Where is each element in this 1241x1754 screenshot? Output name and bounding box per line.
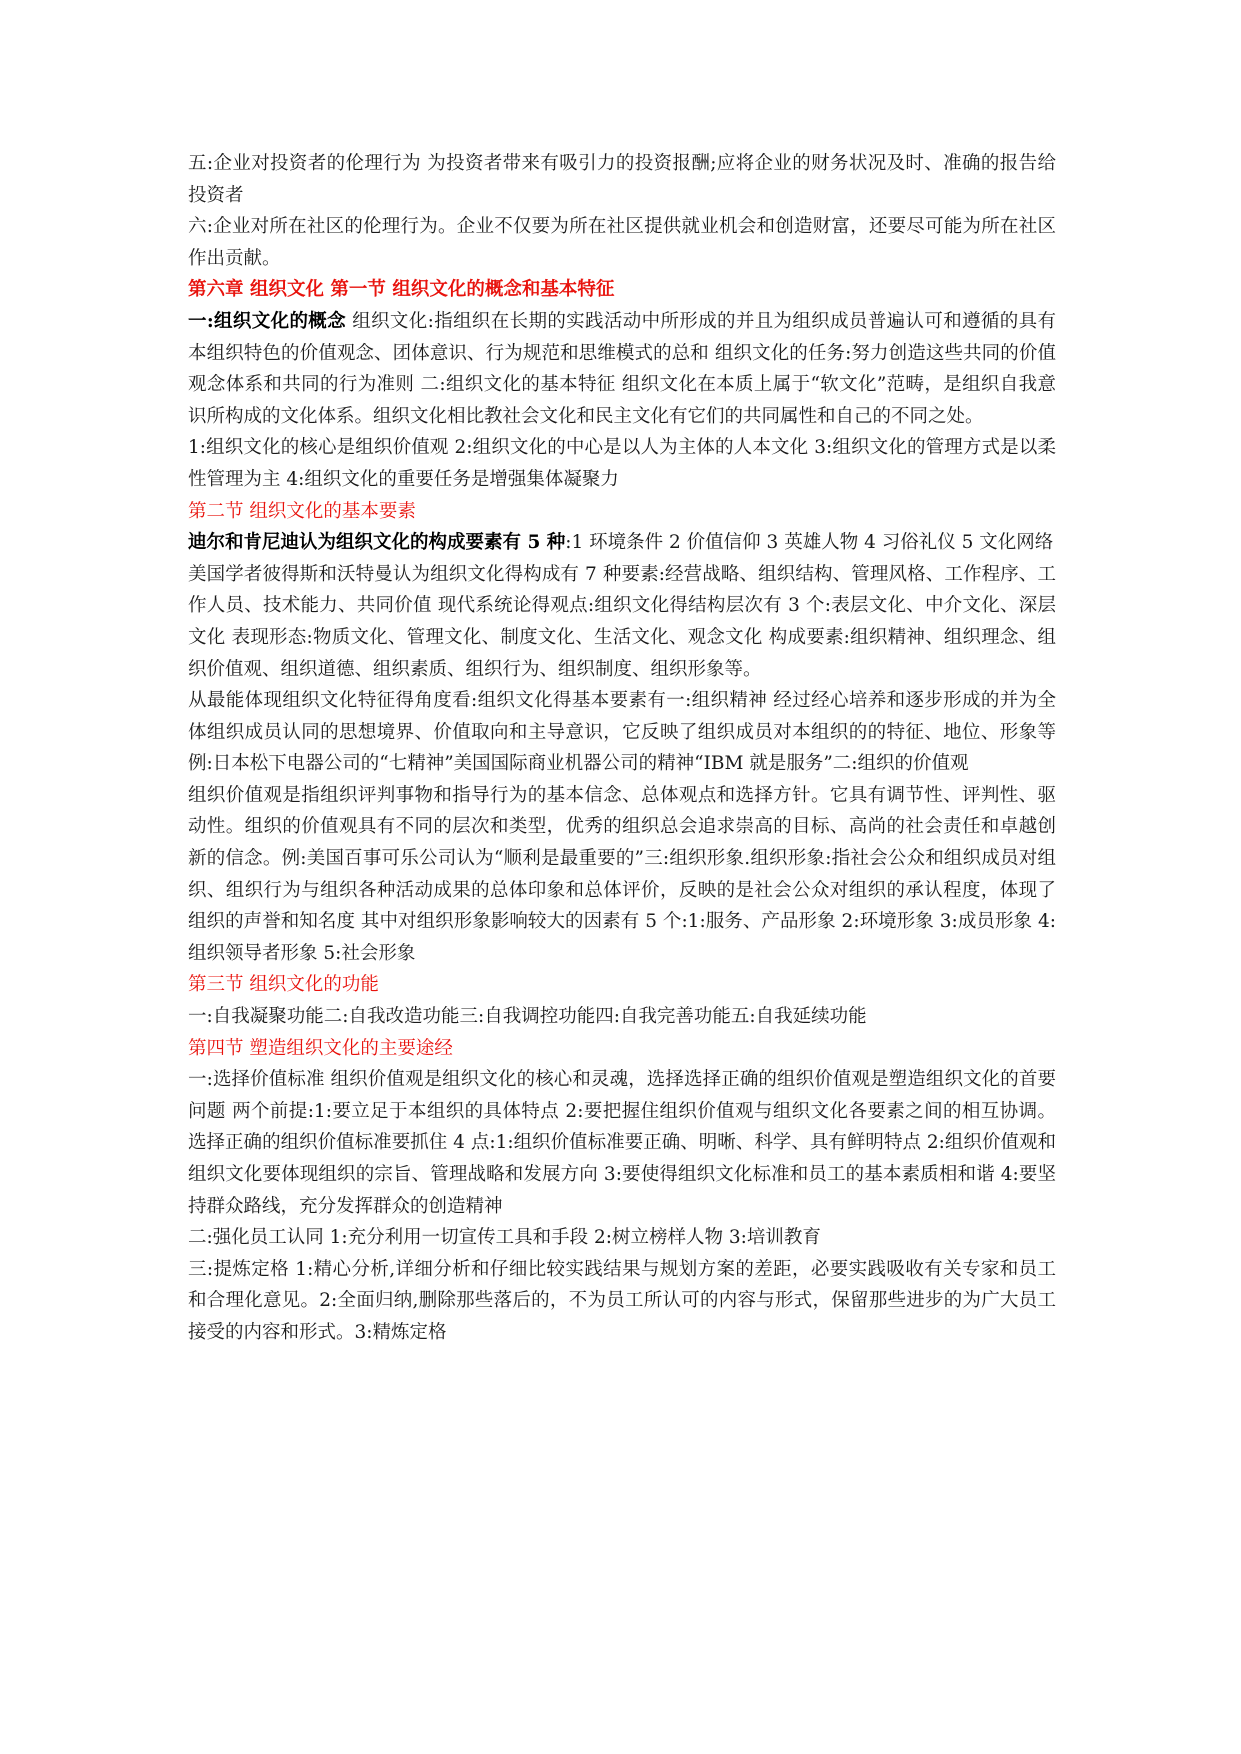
paragraph-strengthen-identity: 二:强化员工认同 1:充分利用一切宣传工具和手段 2:树立榜样人物 3:培训教育 xyxy=(188,1227,821,1249)
paragraph-culture-functions: 一:自我凝聚功能二:自我改造功能三:自我调控功能四:自我完善功能五:自我延续功能 xyxy=(188,1006,867,1028)
paragraph-culture-concept xyxy=(188,306,1056,432)
document-body xyxy=(188,148,1056,1349)
paragraph-refine-finalize: 三:提炼定格 1:精心分析,详细分析和仔细比较实践结果与规划方案的差距，必要实践吸收有关专家和员工和合理化意见。2:全面归纳,删除那些落后的，不为员工所认可的内容与形式，保留那些进步的为广大员工接受的内容和形式。3:精炼定格 xyxy=(188,1258,1056,1343)
chapter-6-heading: 第六章 组织文化 第一节 组织文化的概念和基本特征 xyxy=(188,279,615,301)
deal-kennedy-text: :1 环境条件 2 价值信仰 3 英雄人物 4 习俗礼仪 5 文化网络 xyxy=(565,532,1054,554)
paragraph-investor-ethics: 五:企业对投资者的伦理行为 为投资者带来有吸引力的投资报酬;应将企业的财务状况及时、准确的报告给投资者 xyxy=(188,153,1056,206)
section-2-heading: 第二节 组织文化的基本要素 xyxy=(188,500,416,522)
culture-concept-text: 组织文化:指组织在长期的实践活动中所形成的并且为组织成员普遍认可和遵循的具有本组织特色的价值观念、团体意识、行为规范和思维模式的总和 组织文化的任务:努力创造这些共同的价值观念体系和共同的行为准则 二:组织文化的基本特征 组织文化在本质上属于“软文化”范畴，是组织自我意识所构成的文化体系。组织文化相比教社会文化和民主文化有它们的共同属性和自己的不同之处。 xyxy=(188,310,1056,427)
culture-concept-label: 一:组织文化的概念 xyxy=(188,310,346,332)
deal-kennedy-label: 迪尔和肯尼迪认为组织文化的构成要素有 5 种 xyxy=(188,532,566,554)
section-3-heading: 第三节 组织文化的功能 xyxy=(188,974,379,996)
paragraph-peters-waterman: 美国学者彼得斯和沃特曼认为组织文化得构成有 7 种要素:经营战略、组织结构、管理风格、工作程序、工作人员、技术能力、共同价值 现代系统论得观点:组织文化得结构层次有 3 个:表层文化、中介文化、深层文化 表现形态:物质文化、管理文化、制度文化、生活文化、观念文化 构成要素:组织精神、组织理念、组织价值观、组织道德、组织素质、组织行为、组织制度、组织形象等。 xyxy=(188,563,1056,680)
paragraph-culture-features: 1:组织文化的核心是组织价值观 2:组织文化的中心是以人为主体的人本文化 3:组织文化的管理方式是以柔性管理为主 4:组织文化的重要任务是增强集体凝聚力 xyxy=(188,437,1056,490)
paragraph-organization-spirit: 从最能体现组织文化特征得角度看:组织文化得基本要素有一:组织精神 经过经心培养和逐步形成的并为全体组织成员认同的思想境界、价值取向和主导意识，它反映了组织成员对本组织的的特征、地位、形象等 例:日本松下电器公司的“七精神”美国国际商业机器公司的精神“IBM 就是服务”二:组织的价值观 xyxy=(188,690,1056,775)
paragraph-deal-kennedy xyxy=(188,527,1056,559)
paragraph-community-ethics: 六:企业对所在社区的伦理行为。企业不仅要为所在社区提供就业机会和创造财富，还要尽可能为所在社区作出贡献。 xyxy=(188,216,1056,269)
section-4-heading: 第四节 塑造组织文化的主要途经 xyxy=(188,1037,453,1059)
paragraph-select-values: 一:选择价值标准 组织价值观是组织文化的核心和灵魂，选择选择正确的组织价值观是塑造组织文化的首要问题 两个前提:1:要立足于本组织的具体特点 2:要把握住组织价值观与组织文化各要素之间的相互协调。 选择正确的组织价值标准要抓住 4 点:1:组织价值标准要正确、明晰、科学、具有鲜明特点 2:组织价值观和组织文化要体现组织的宗旨、管理战略和发展方向 3:要使得组织文化标准和员工的基本素质相和谐 4:要坚持群众路线，充分发挥群众的创造精神 xyxy=(188,1069,1056,1217)
paragraph-organization-values: 组织价值观是指组织评判事物和指导行为的基本信念、总体观点和选择方针。它具有调节性、评判性、驱动性。组织的价值观具有不同的层次和类型，优秀的组织总会追求崇高的目标、高尚的社会责任和卓越创新的信念。例:美国百事可乐公司认为“顺利是最重要的”三:组织形象.组织形象:指社会公众和组织成员对组织、组织行为与组织各种活动成果的总体印象和总体评价，反映的是社会公众对组织的承认程度，体现了组织的声誉和知名度 其中对组织形象影响较大的因素有 5 个:1:服务、产品形象 2:环境形象 3:成员形象 4:组织领导者形象 5:社会形象 xyxy=(188,784,1056,964)
